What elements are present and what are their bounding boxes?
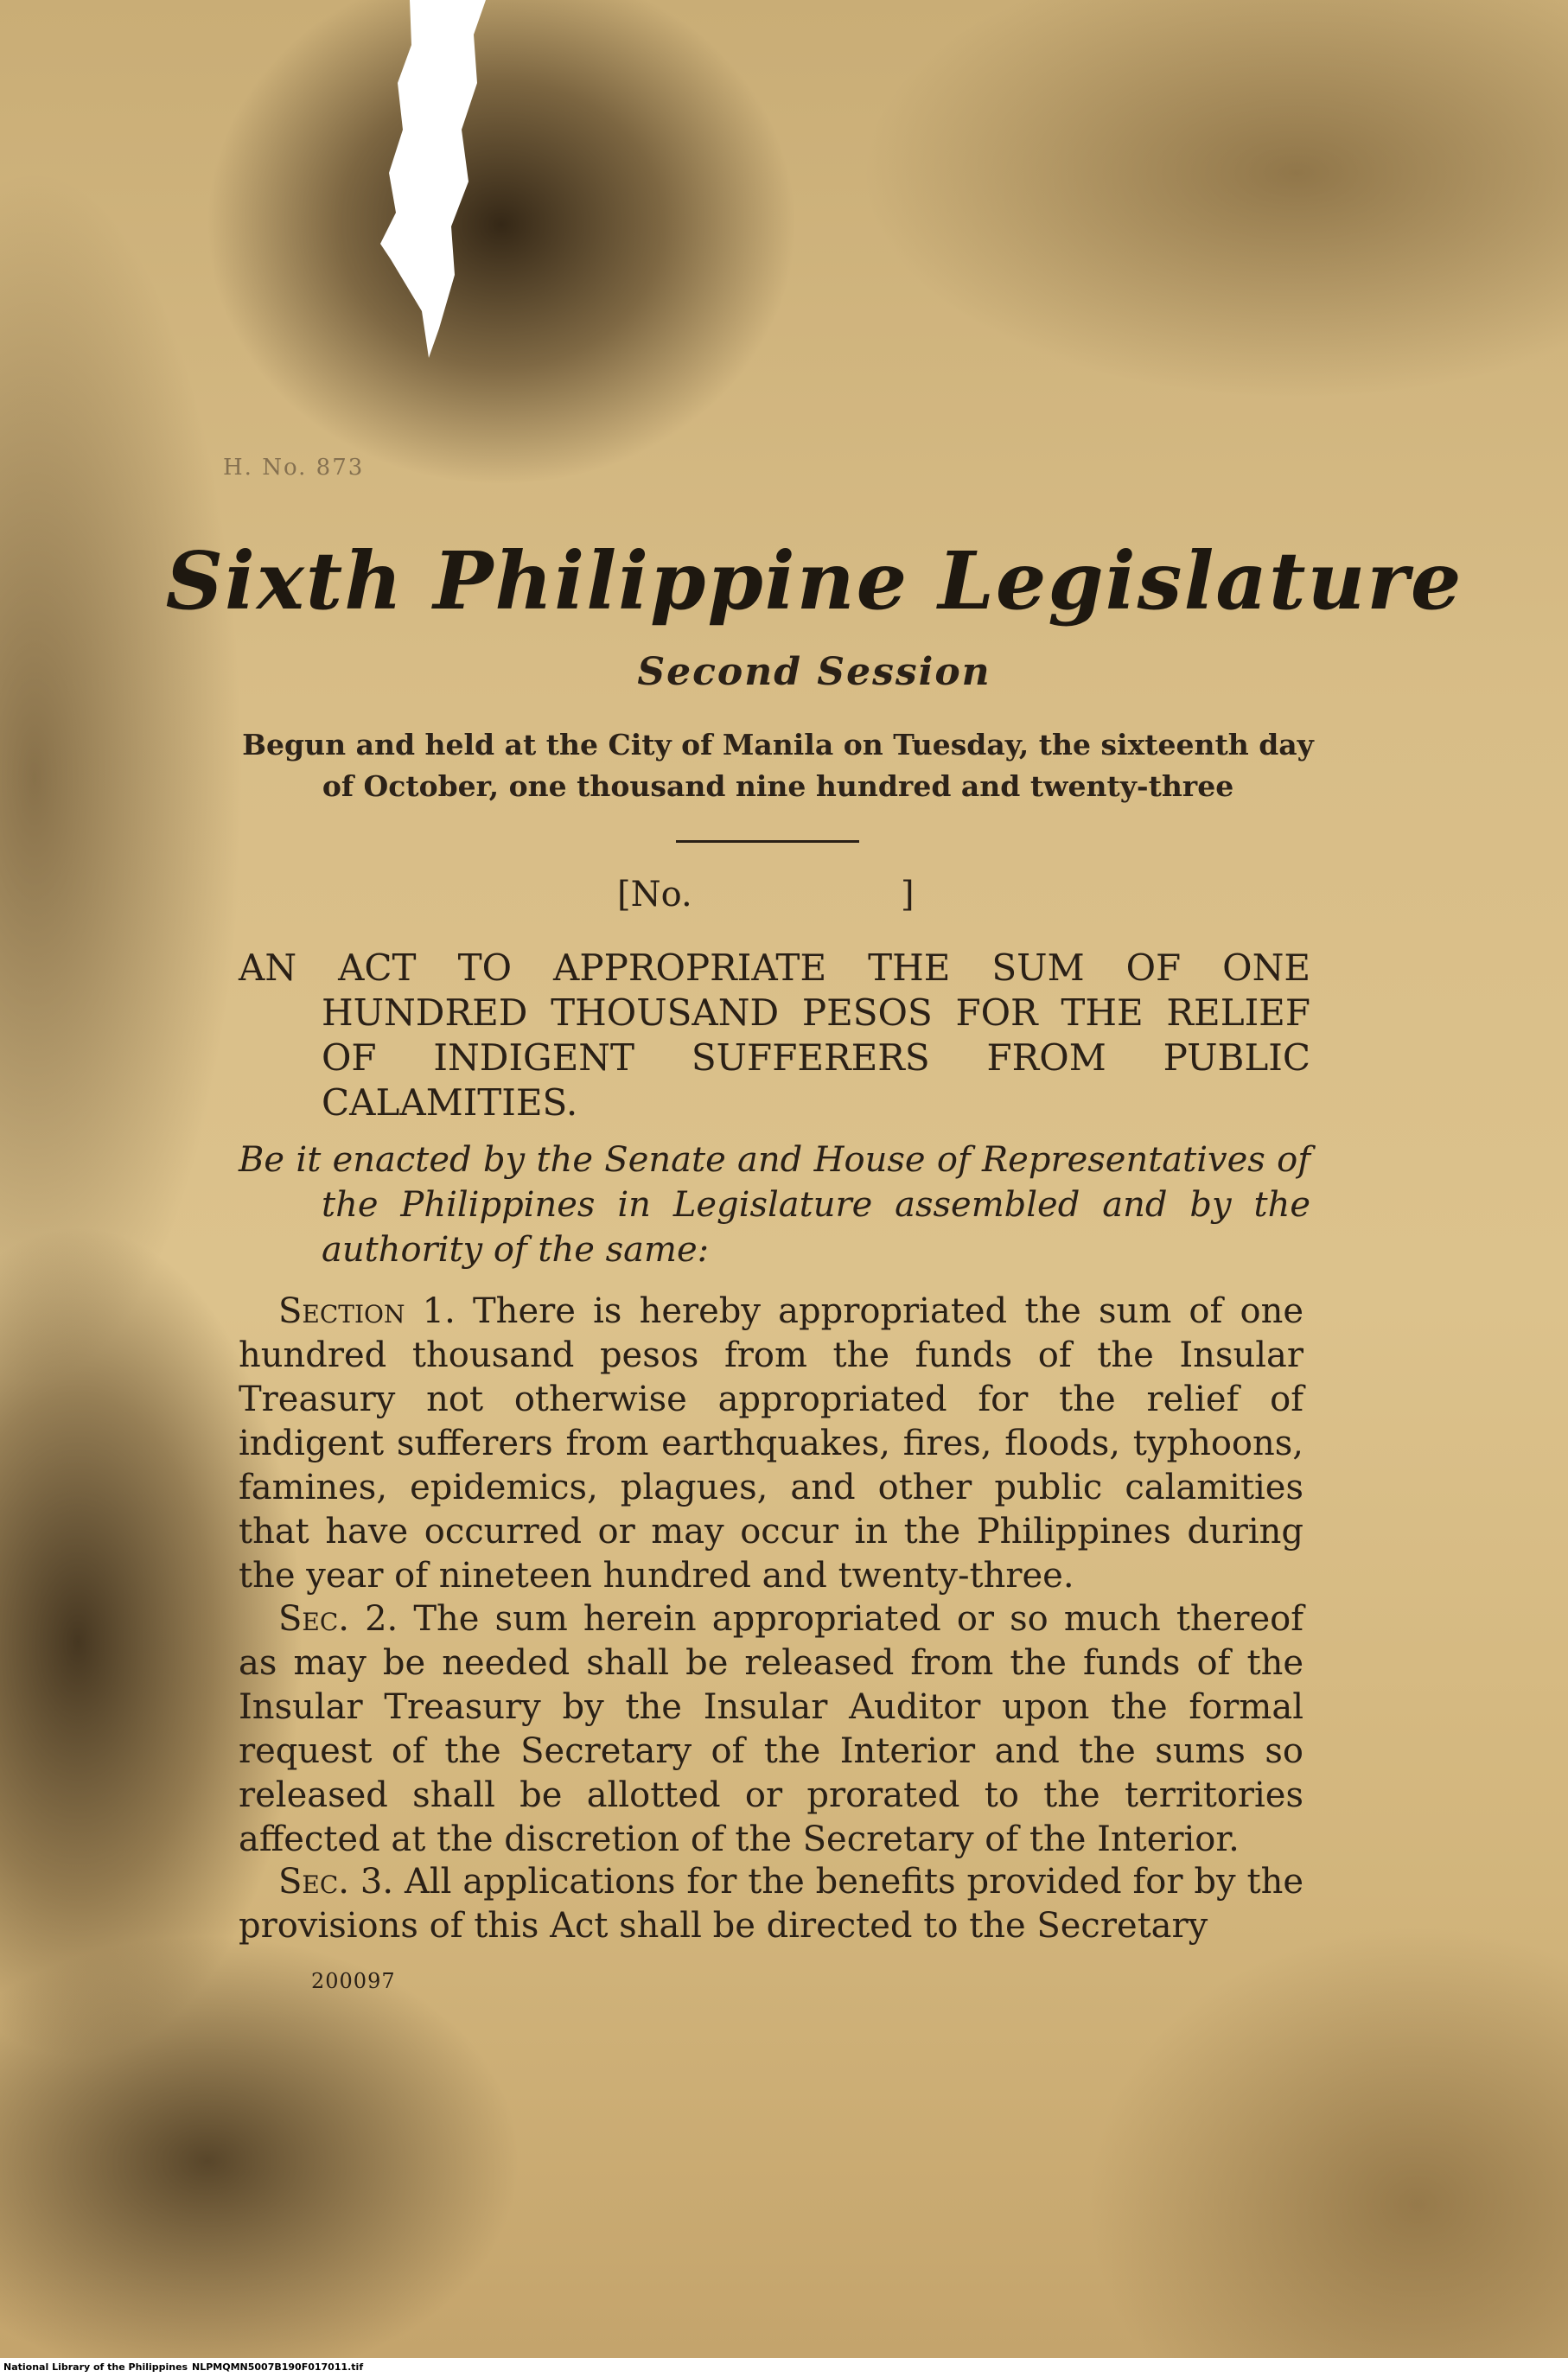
section-1-text: There is hereby appropriated the sum of one hundred thousand pesos from the funds of the Insular Treasury not otherwise appropriated for the relief of indigent sufferers from earthquakes, fires, floods, typhoons, famines, epidemics, plagues, and other public calamities that have occurred or may occur in the Philippines during the year of nineteen hundred and twenty-three. bbox=[239, 1291, 1304, 1596]
scan-footer bbox=[0, 2358, 1568, 2377]
enacting-clause-text: it enacted by the Senate and House of Representatives of the Philippines in Legislature assembled and by the authority of the same: bbox=[296, 1140, 1311, 1270]
act-title-first-word: AN bbox=[239, 946, 297, 989]
section-2-text: The sum herein appropriated or so much thereof as may be needed shall be released from the funds of the Insular Treasury by the Insular Auditor upon the formal request of the Secretary of the Interior and the sums so released shall be allotted or prorated to the territories affected at the discretion of the Secretary of the Interior. bbox=[239, 1599, 1304, 1859]
section-2-label: Sec. 2. bbox=[278, 1599, 398, 1639]
session-heading: Second Session bbox=[637, 650, 991, 694]
page-title: Sixth Philippine Legislature bbox=[165, 534, 1463, 628]
section-3-text: All applications for the benefits provided for by the provisions of this Act shall be directed to the Secretary bbox=[239, 1862, 1304, 1946]
section-2 bbox=[239, 1597, 1303, 1862]
section-1 bbox=[239, 1290, 1303, 1598]
session-date-statement: Begun and held at the City of Manila on Tuesday, the sixteenth day of October, one thousand nine hundred and twenty-three bbox=[242, 728, 1314, 803]
bill-number-close: ] bbox=[901, 875, 915, 914]
divider-rule bbox=[676, 840, 859, 843]
section-3-label: Sec. 3. bbox=[278, 1862, 394, 1902]
house-number-stamp: H. No. 873 bbox=[223, 455, 365, 481]
act-title-text: ACT TO APPROPRIATE THE SUM OF ONE HUNDRED THOUSAND PESOS FOR THE RELIEF OF INDIGENT SUFFERERS FROM PUBLIC CALAMITIES. bbox=[322, 946, 1310, 1124]
scan-filename: NLPMQMN5007B190F017011.tif bbox=[192, 2361, 364, 2373]
enacting-clause-first-word: Be bbox=[239, 1140, 285, 1180]
section-1-label: Section 1. bbox=[278, 1291, 456, 1331]
torn-paper-hole bbox=[372, 0, 510, 363]
bill-number bbox=[617, 875, 928, 914]
bill-number-open: [No. bbox=[617, 875, 692, 914]
act-title bbox=[239, 946, 1310, 1125]
print-code: 200097 bbox=[311, 1969, 396, 1993]
enacting-clause bbox=[239, 1138, 1310, 1272]
library-credit: National Library of the Philippines bbox=[3, 2361, 188, 2373]
section-3 bbox=[239, 1860, 1303, 1948]
